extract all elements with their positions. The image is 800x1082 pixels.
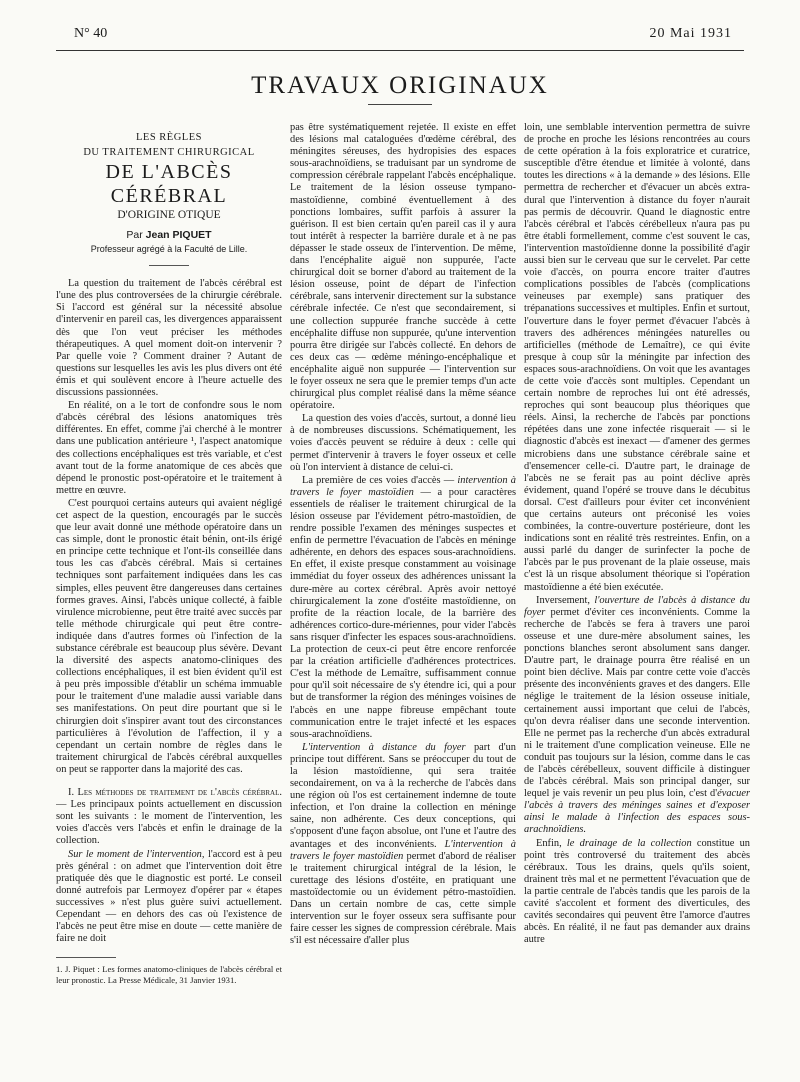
column-1 (56, 120, 282, 1070)
section-title: TRAVAUX ORIGINAUX (251, 72, 549, 99)
c3p3-emphasis: le drainage de la collection (566, 837, 692, 849)
c3p2-emphasis: l'ouverture de l'abcès à distance du foyer (524, 594, 750, 618)
p3-body: — a pour caractères essentiels de réaliser le traitement chirurgical de la lésion osseuse par l'évidement pétro-mastoïdien, de rendre possible l'examen des méninges suspectes et enfin de permettre l'évacuation de l'abcès en méninge adhérente, en dehors des espaces sous-arachnoïdiens. En effet, il existe presque constamment au voisinage immédiat du foyer osseux des adhérences unissant la dure-mère au cortex cérébral. Après avoir nettoyé chirurgicalement la zone d'ostéite mastoïdienne, on profite de la réaction locale, de la barrière des adhérences cortico-dure-mériennes, pour vider l'abcès sans risquer d'infecter les espaces sous-arachnoïdiens. La protection de ceux-ci peut être encore renforcée par la création artificielle d'adhérences protectrices. C'est la méthode de Lemaître, suffisamment connue pour qu'il soit nécessaire de s'y étendre ici, qui a pour but de transformer la région des méninges voisines de l'abcès en une nappe fibreuse empêchant toute communication entre le trajet infecté et les espaces sous-arachnoïdiens. (290, 486, 516, 740)
c3p3-lead: Enfin, (536, 837, 567, 849)
col2-paragraph-2: La question des voies d'accès, surtout, a donné lieu à de nombreuses discussions. Schématiquement, les voies d'accès peuvent se réduire à deux : celle qui permet d'intervenir à travers le foyer osseux et celle où l'on intervient à distance de celui-ci. (290, 413, 516, 473)
author-name: Jean PIQUET (145, 229, 212, 241)
spacer (56, 777, 282, 787)
article-heading (56, 130, 282, 266)
issue-number: N° 40 (74, 26, 108, 41)
p3-emphasis: intervention à travers le foyer mastoïdien (290, 474, 516, 498)
article-subtitle: D'ORIGINE OTIQUE (117, 209, 221, 221)
col1-paragraph-3: C'est pourquoi certains auteurs qui avaient négligé cet aspect de la question, encouragés par le succès que leur avait donné une méthode opératoire dans un cas simple, dont le pronostic était bénin, ont-ils érigé en principe cette technique et l'ont-ils conseillée dans tous les cas d'abcès cérébral. Mais si certaines techniques sont parfaitement indiquées dans les cas simples, elles peuvent être dangereuses dans certaines formes graves. Ainsi, l'abcès unique collecté, à faible virulence microbienne, peut être traité avec succès par telle méthode chirurgicale qui peut être contre-indiquée dans d'autres formes où l'infection de la substance cérébrale est beaucoup plus sévère. Devant la diversité des aspects anatomo-cliniques des collections encéphaliques, il est bien évident qu'il est à peu près impossible d'établir un schéma immuable pour le traitement d'une maladie aussi variable dans ses manifestations. On peut dire pourtant que si le chirurgien doit s'inspirer avant tout des circonstances particulières à l'évolution de l'affection, il y a cependant un certain nombre de règles dans le traitement chirurgical de l'abcès cérébral auxquelles on peut se rapporter dans la majorité des cas. (56, 497, 282, 775)
col1-paragraph-2: En réalité, on a le tort de confondre sous le nom d'abcès cérébral des lésions anatomiques très différentes. En effet, comme j'ai cherché à le montrer dans une publication antérieure ¹, l'aspect anatomique des collections encéphaliques est très variable, et c'est avant tout de la forme anatomique de ces abcès que dépend le pronostic post-opératoire et le traitement à mettre en œuvre. (56, 400, 282, 496)
column-3 (524, 122, 750, 1072)
section-1-text: — Les principaux points actuellement en discussion sont les suivants : le moment de l'intervention, les voies d'accès vers l'abcès et enfin le drainage de la collection. (56, 799, 282, 847)
p4-body: part d'un principe tout différent. Sans se préoccuper du tout de la lésion mastoïdienne, qui sera traitée secondairement, on va à la recherche de l'abcès dans une région où l'os est certainement indemne de toute infection, et l'on draine la collection en méninge saine, non adhérente. Ces deux conceptions, qui s'opposent d'une façon absolue, ont l'une et l'autre des avantages et des inconvénients. (290, 741, 516, 850)
section-1-label: I. Les méthodes de traitement de l'abcès cérébral. (68, 787, 282, 799)
header-rule (56, 50, 744, 51)
col3-paragraph-3 (524, 838, 750, 947)
col2-paragraph-1: pas être systématiquement rejetée. Il existe en effet des lésions mal cataloguées d'œdème cérébral, des méningites séreuses, des hydropisies des espaces sous-arachnoïdiens, se traduisant par un syndrome de compression cérébrale rappelant l'abcès encéphalique. Le traitement de la lésion osseuse tympano-mastoïdienne, combiné éventuellement à des ponctions lombaires, suffit parfois à assurer la guérison. Il est bien certain qu'en pareil cas il y aura tout intérêt à respecter la barrière durale et à ne pas dépasser le stade osseux de l'intervention. De même, dans l'encéphalite aiguë non suppurée, l'acte chirurgical doit se borner d'abord au traitement de la lésion osseuse, point de départ de l'infection cérébrale, sans intervenir directement sur la substance cérébrale infectée. Ce n'est que secondairement, si une collection suppurée franche succède à cette encéphalite diffuse non suppurée, qu'une intervention pourra être dirigée sur l'abcès collecté. En dehors de ces deux cas — œdème méningo-encéphalique et encéphalite aiguë non suppurée — l'intervention sur le foyer osseux ne sera que le premier temps d'un acte chirurgical plus complet réalisé dans la même séance opératoire. (290, 122, 516, 412)
section-1-intro (56, 787, 282, 847)
col2-paragraph-4 (290, 742, 516, 948)
col3-paragraph-1: loin, une semblable intervention permettra de suivre de proche en proche les lésions rencontrées au cours de cette opération à la fois exploratrice et curatrice, susceptible d'être étendue et limitée à volonté, dans toutes les directions « à la demande » des lésions. Elle permettra de rechercher et d'évacuer un abcès extra-dural que l'intervention à distance du foyer n'aurait pas permis de découvrir. Quand le diagnostic entre l'abcès cérébral et l'abcès cérébelleux n'aura pas pu être établi formellement, comme c'est souvent le cas, l'intervention mastoïdienne donne la possibilité d'agir aussi bien sur le cerveau que sur le cervelet. Par cette voie d'accès, on pourra encore traiter d'autres complications possibles de l'abcès (complications veineuses par exemple) sans pratiquer des trépanations successives et multiples. Enfin et surtout, l'ouverture dans le foyer permet d'évacuer l'abcès à travers des adhérences méningées naturelles ou artificielles (méthode de Lemaître), ce qui évite presque à coup sûr la méningite par infection des espaces sous-arachnoïdiens. On voit que les avantages de cette voie d'accès sont multiples. Cependant un certain nombre de reproches lui ont été adressés, reproches qui sont beaucoup plus théoriques que réels. Ainsi, la recherche de l'abcès par ponctions répétées dans une zone infectée risquerait — si le diagnostic d'abcès est inexact — d'amener des germes microbiens dans une substance cérébrale saine et d'ensemencer celle-ci. D'autre part, le drainage de l'abcès ne se ferait pas au point déclive après évidement, quand l'opéré se trouve dans le décubitus dorsal. C'est d'ailleurs pour éviter cet inconvénient que certains auteurs ont préconisé les voies combinées, la contre-ouverture postérieure, dont les indications sont en réalité très restreintes. Enfin, on a aussi parlé du danger de surinfecter la poche de l'abcès par le pus provenant de la plaie osseuse, mais c'est là un risque absolument théorique si l'opération mastoïdienne a été bien exécutée. (524, 122, 750, 593)
article-author (56, 229, 282, 241)
c3p2-body: permet d'éviter ces inconvénients. Comme la recherche de l'abcès se fera à travers une paroi osseuse et une dure-mère absolument saines, les ponctions blanches seront absolument sans danger. D'autre part, le drainage pourra être réalisé en un point bien déclive. Mais par contre cette voie d'accès présente des inconvénients graves et des dangers. Elle néglige le traitement de la lésion osseuse initiale, certainement aussi important que celui de l'abcès, qu'on devra réaliser dans une seconde intervention. Elle ne permet pas la recherche d'un abcès extradural ni le traitement d'une complication veineuse. Elle ne conduit pas toujours sur la lésion, comme dans le cas de l'abcès cérébelleux, souvent difficile à distinguer de l'abcès cérébral. Mais son principal danger, sur lequel je vais revenir un peu plus loin, c'est d' (524, 606, 750, 800)
author-affiliation: Professeur agrégé à la Faculté de Lille. (90, 244, 248, 255)
col2-paragraph-3 (290, 475, 516, 741)
c3p3-body: constitue un point très controversé du traitement des abcès cérébraux. Tous les drains, quels qu'ils soient, drainent très mal et ne permettent l'évacuation que de la partie centrale de l'abcès tandis que les parois de la cavité s'accolent et forment des diverticules, des cavités secondaires qui peuvent être l'amorce d'autres abcès. En réalité, il ne faut pas demander aux drains autre (524, 837, 750, 946)
p4-body-2: permet d'abord de réaliser le traitement chirurgical intégral de la lésion, le curettage des lésions d'ostéite, en pratiquant une mastoïdectomie ou un évidement pétro-mastoïdien. Dans un certain nombre de cas, cette simple intervention sur le foyer osseux sera suffisante pour faire cesser les signes de compression cérébrale. Mais s'il est nécessaire d'aller plus (290, 850, 516, 947)
c3p2-lead: Inversement, (536, 594, 595, 606)
col1-paragraph-1: La question du traitement de l'abcès cérébral est l'une des plus controversées de la chirurgie cérébrale. Si l'accord est général sur la nécessité absolue d'intervenir en pareil cas, les divergences apparaissent dès que l'on veut préciser les méthodes thérapeutiques. A quel moment doit-on intervenir ? Par quelle voie ? Comment drainer ? Autant de questions sur lesquelles les avis les plus divers ont été émis et qui soulèvent encore à l'heure actuelle des discussions passionnées. (56, 278, 282, 399)
col1-paragraph-4 (56, 849, 282, 946)
issue-date: 20 Mai 1931 (649, 26, 732, 41)
paragraph-4-label: Sur le moment de l'intervention, (68, 848, 205, 860)
p4-emphasis-2: L'intervention à travers le foyer mastoïdien (290, 838, 516, 862)
p3-lead: La première de ces voies d'accès — (302, 474, 458, 486)
column-2 (290, 122, 516, 1072)
heading-rule (149, 265, 189, 266)
article-kicker-1: LES RÈGLES (136, 132, 202, 143)
paragraph-4-text: l'accord est à peu près général : on admet que l'intervention doit être pratiquée dès que le diagnostic est porté. Le conseil donné autrefois par Lermoyez d'opérer par « étapes successives » n'est plus guère suivi actuellement. Cependant — en dehors des cas où l'existence de l'abcès ne peut être mise en doute — cette manière de faire ne doit (56, 848, 282, 945)
article-kicker-2: DU TRAITEMENT CHIRURGICAL (83, 147, 255, 158)
footnote-rule (56, 957, 116, 958)
footnote: 1. J. Piquet : Les formes anatomo-cliniques de l'abcès cérébral et leur pronostic. La Presse Médicale, 31 Janvier 1931. (56, 964, 282, 985)
section-title-rule (368, 104, 432, 105)
p4-emphasis: L'intervention à distance du foyer (302, 741, 466, 753)
author-prefix: Par (126, 229, 146, 241)
article-title: DE L'ABCÈS CÉRÉBRAL (105, 161, 233, 207)
col3-paragraph-2 (524, 595, 750, 837)
c3p2-emphasis-2: évacuer l'abcès à travers des méninges saines et d'exposer ainsi le malade à l'infection des espaces sous-arachnoïdiens. (524, 788, 750, 836)
